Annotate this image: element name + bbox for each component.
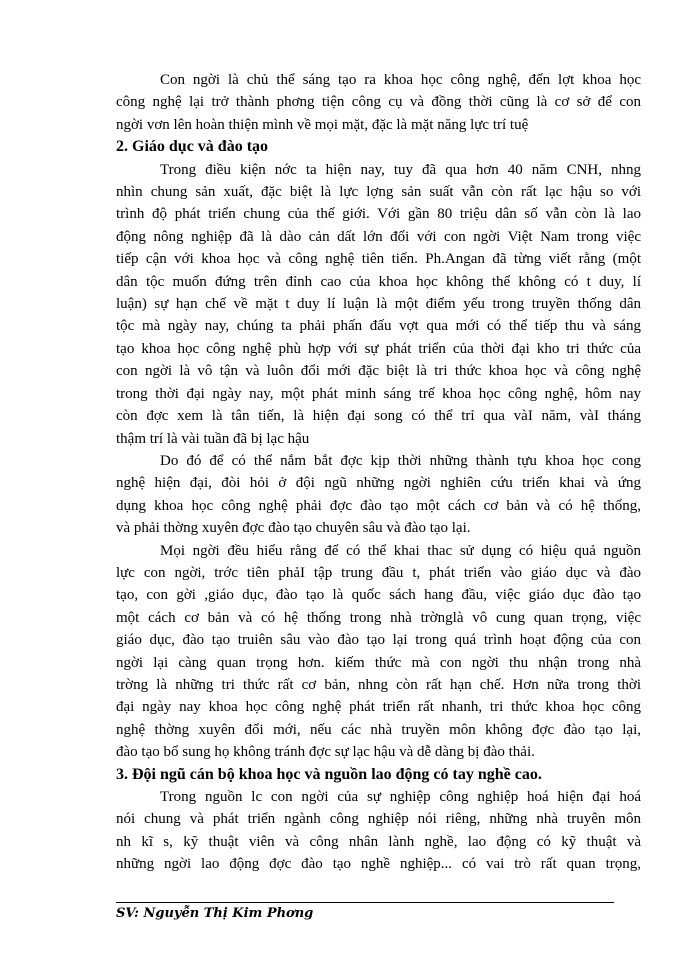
paragraph-4 — [116, 540, 641, 764]
section-heading-2: 2. Giáo dục và đào tạo — [116, 138, 269, 156]
text-line: lực con ngời, trớc tiên phảI tập trung đầu t, phát triển vào giáo dục và đào — [116, 564, 641, 581]
text-line: Mọi ngời đều hiểu rằng để có thể khai thac sử dụng có hiệu quả nguồn — [160, 542, 641, 559]
text-line: đào tạo bổ sung họ không tránh đợc sự lạc hậu và dễ dàng bị đào thải. — [116, 744, 535, 761]
paragraph-5 — [116, 786, 641, 876]
section-heading-3: 3. Đội ngũ cán bộ khoa học và nguồn lao động có tay nghề cao. — [116, 765, 542, 783]
text-line: trong thời đại ngày nay, một phát minh sáng trế khoa học công nghệ, hôm nay — [116, 385, 641, 402]
text-line: con ngời là vô tận và luôn đổi mới đặc biệt là tri thức khoa học và công nghệ — [116, 363, 641, 380]
text-line: tạo, con gời ,giáo dục, đào tạo là quốc sách hang đầu, việc giáo dục đào tạo — [116, 587, 641, 604]
text-line: giáo dục, đào tạo truiên sâu vào đào tạo lại trong quá trình hoạt động của con — [116, 632, 641, 649]
text-line: dân tộc muốn đứng trên đỉnh cao của khoa học không thể không có t duy, lí — [116, 273, 641, 290]
paragraph-1 — [116, 69, 641, 136]
text-line: một cách cơ bản và có hệ thống trong nhà trờnglà vô cung quan trọng, việc — [116, 609, 641, 626]
text-line: và phải thờng xuyên đợc đào tạo chuyên sâu và đào tạo lại. — [116, 520, 471, 537]
text-line: nhìn chung sản xuất, đặc biệt là lực lợng sản suất vẫn còn rất lạc hậu so với — [116, 184, 641, 201]
text-line: đại ngày nay khoa học công nghệ phát triển rất nhanh, tri thức khoa học công — [116, 699, 641, 716]
text-line: luận) sự hạn chế về mặt t duy lí luận là một điểm yếu trong truyền thống dân — [116, 296, 641, 313]
text-line: dụng khoa học công nghệ phải đợc đào tạo một cách cơ bản và có hệ thống, — [116, 497, 641, 514]
paragraph-2 — [116, 159, 641, 450]
text-line: tạo khoa học công nghệ phù hợp với sự phát triển của thời đại kho tri thức của — [116, 340, 641, 357]
document-body — [116, 69, 641, 876]
paragraph-3 — [116, 450, 641, 540]
text-line: trình độ phát triển chung của thế giới. Với gần 80 triệu dân số vẫn còn là lao — [116, 206, 641, 223]
text-line: thậm trí là vài tuần đã bị lạc hậu — [116, 430, 310, 447]
text-line: còn đợc xem là tân tiến, là hiện đại song có thể trỉ qua vàI năm, vàI tháng — [116, 408, 641, 425]
text-line: tiếp cận với khoa học và công nghệ tiên tiến. Ph.Angan đã từng viết rằng (một — [116, 251, 641, 268]
text-line: động nông nghiệp đã là dào cản dất lớn đối với con ngời Việt Nam trong việc — [116, 228, 641, 245]
text-line: công nghệ lại trở thành phơng tiện công cụ và đồng thời cũng là cơ sở để con — [116, 94, 641, 111]
text-line: nghệ hiện đại, đòi hỏi ở đội ngũ những ngời nghiên cứu triển khai và ứng — [116, 475, 641, 492]
text-line: Do đó để có thể nắm bắt đợc kịp thời những thành tựu khoa học cong — [160, 452, 641, 469]
footer-divider — [116, 902, 614, 903]
footer-author: SV: Nguyễn Thị Kim Phơng — [116, 906, 314, 921]
text-line: Trong nguồn lc con ngời của sự nghiệp công nghiệp hoá hiện đại hoá — [160, 789, 641, 805]
text-line: Trong điều kiện nớc ta hiện nay, tuy đã qua hơn 40 năm CNH, nhng — [160, 161, 641, 178]
text-line: ngời lại càng quan trọng hơn. kiếm thức mà con ngời thu nhận trong nhà — [116, 654, 641, 671]
text-line: trờng là những tri thức rất cơ bản, nhng còn rất hạn chế. Hơn nữa trong thời — [116, 676, 641, 693]
text-line: nh kĩ s, kỹ thuật viên và công nhân lành nghề, lao động có kỹ thuật và — [116, 833, 641, 850]
text-line: nghệ thờng xuyên đổi mới, nếu các nhà truyền môn không đợc đào tạo lại, — [116, 721, 641, 738]
text-line: tộc mà ngày nay, chúng ta phải phấn đấu vợt qua mới có thể tiếp thu và sáng — [116, 318, 641, 335]
text-line: nói chung và phát triển ngành công nghiệp nói riêng, những nhà truyên môn — [116, 811, 641, 828]
text-line: ngời vơn lên hoàn thiện mình về mọi mặt, đặc là mặt năng lực trí tuệ — [116, 116, 529, 133]
text-line: những ngời lao động đợc đào tạo nghề nghiệp... có vai trò rất quan trọng, — [116, 856, 641, 873]
text-line: Con ngời là chủ thể sáng tạo ra khoa học công nghệ, đến lợt khoa học — [160, 72, 641, 88]
